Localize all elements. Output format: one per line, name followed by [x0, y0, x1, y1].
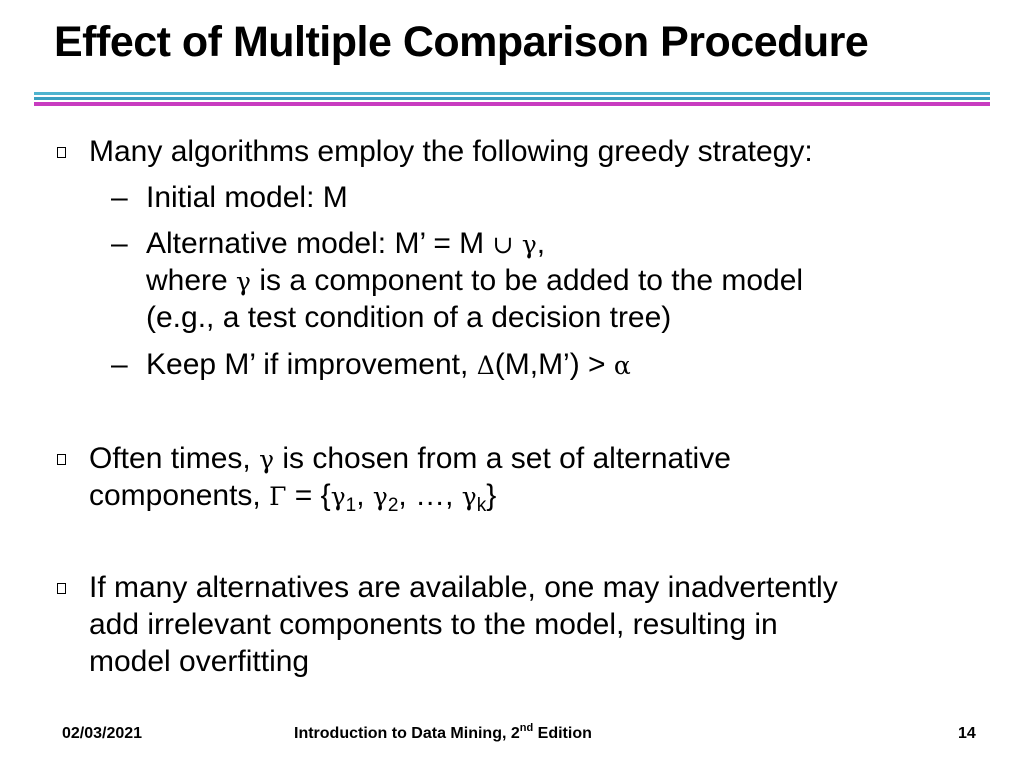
subitem-example-line: (e.g., a test condition of a decision tree) — [146, 301, 672, 334]
gamma-symbol: γ — [372, 482, 388, 511]
where-rest-text: is a component to be added to the model — [251, 264, 804, 297]
union-symbol: ∪ — [492, 230, 514, 259]
bullet-3-line-1: If many alternatives are available, one may inadvertently — [89, 571, 838, 604]
alt-model-text: Alternative model: M’ = M — [146, 227, 493, 260]
dash-bullet-icon: – — [111, 227, 128, 260]
alpha-symbol: α — [613, 351, 631, 380]
footer-course-edition: Edition — [533, 725, 592, 742]
where-text: where — [146, 264, 237, 297]
comma: , — [356, 479, 373, 512]
bullet-box-icon — [57, 147, 66, 158]
bullet-2-line-2 — [89, 478, 496, 515]
footer-page-number: 14 — [958, 725, 976, 742]
alt-model-comma: , — [536, 227, 546, 260]
delta-symbol: Δ — [476, 351, 495, 380]
set-open: = { — [286, 479, 331, 512]
subscript-2: 2 — [387, 495, 399, 516]
bullet-3-line-3: model overfitting — [89, 645, 310, 678]
capital-gamma-symbol: Γ — [269, 482, 287, 511]
subitem-where-line — [146, 263, 803, 300]
subitem-initial-model: Initial model: M — [146, 181, 348, 214]
often-text: Often times, — [89, 442, 260, 475]
bullet-3-line-2: add irrelevant components to the model, resulting in — [89, 608, 778, 641]
gamma-symbol: γ — [236, 267, 251, 296]
bullet-box-icon — [57, 583, 66, 594]
subitem-keep-model — [146, 347, 631, 384]
bullet-2-line-1 — [89, 441, 731, 478]
dash-bullet-icon: – — [111, 181, 128, 214]
footer-course-text: Introduction to Data Mining, 2 — [294, 725, 520, 742]
footer-course — [294, 722, 592, 743]
gamma-symbol: γ — [461, 482, 477, 511]
chosen-text: is chosen from a set of alternative — [274, 442, 731, 475]
keep-text: Keep M’ if improvement, — [146, 348, 477, 381]
gamma-symbol: γ — [521, 230, 537, 259]
subscript-1: 1 — [345, 495, 357, 516]
keep-rest-text: (M,M’) > — [494, 348, 614, 381]
gamma-symbol: γ — [330, 482, 346, 511]
subitem-alternative-model — [146, 226, 545, 263]
subscript-k: k — [476, 495, 487, 516]
dash-bullet-icon: – — [111, 348, 128, 381]
footer-course-sup: nd — [519, 722, 534, 734]
set-close: } — [486, 479, 497, 512]
footer-date: 02/03/2021 — [62, 725, 143, 742]
ellipsis: , …, — [398, 479, 462, 512]
bullet-box-icon — [57, 454, 66, 465]
bullet-1-text: Many algorithms employ the following greedy strategy: — [89, 135, 813, 168]
slide-title: Effect of Multiple Comparison Procedure — [54, 18, 869, 66]
components-text: components, — [89, 479, 270, 512]
gamma-symbol: γ — [259, 445, 275, 474]
